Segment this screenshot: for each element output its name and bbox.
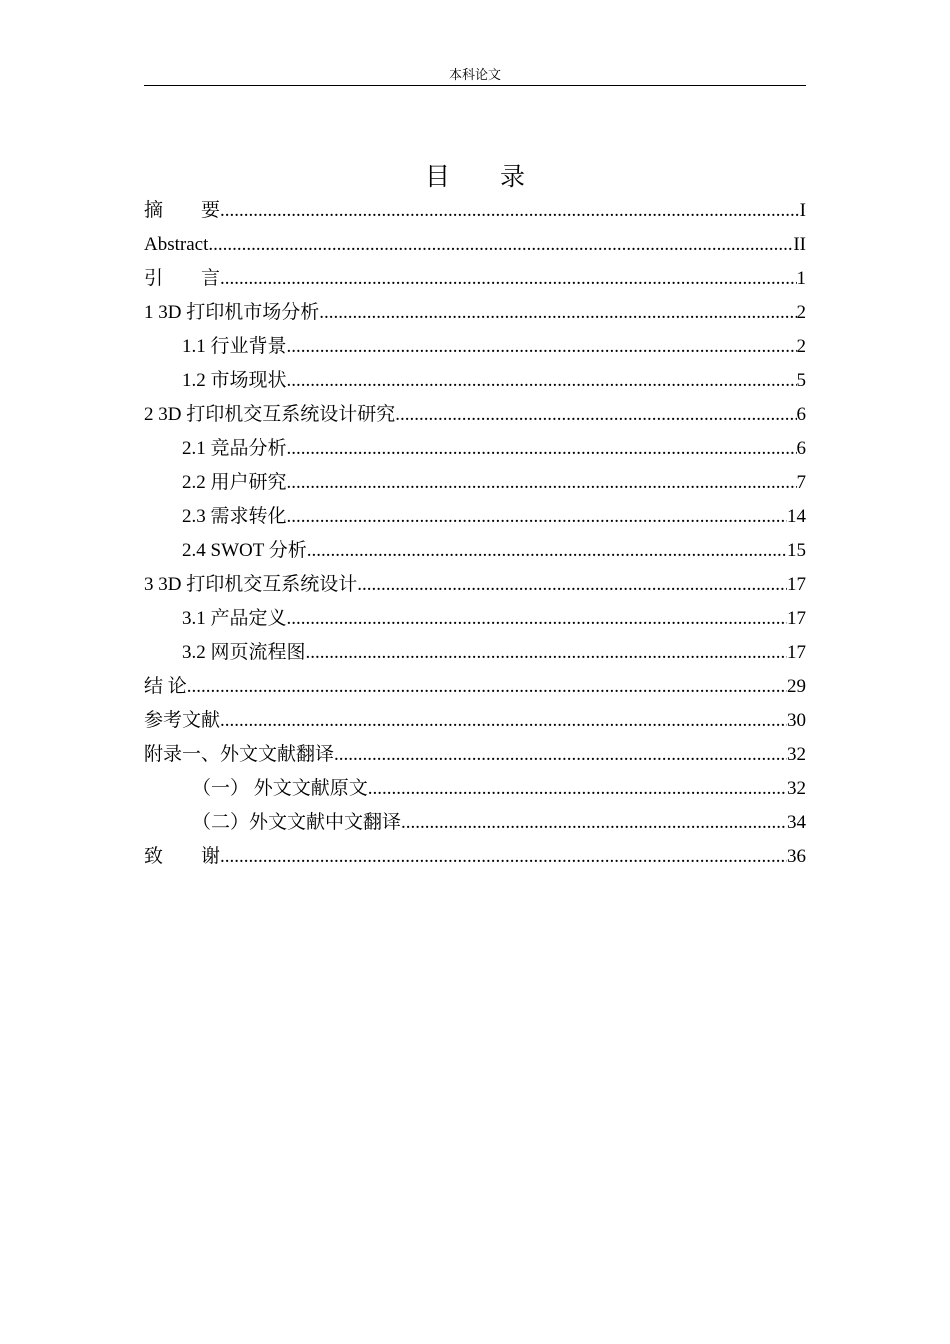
toc-page-number: 5 [796, 370, 806, 391]
toc-dot-leader [307, 534, 787, 568]
toc-entry-chapter-1[interactable] [144, 296, 806, 330]
toc-entry-appendix-translation[interactable] [144, 806, 806, 840]
toc-page-number: 6 [796, 404, 806, 425]
toc-page-number: 29 [787, 676, 806, 697]
toc-entry-label: （二）外文文献中文翻译 [192, 812, 402, 833]
toc-dot-leader [287, 364, 797, 398]
toc-entry-section-2-1[interactable] [144, 432, 806, 466]
toc-entry-label: 参考文献 [144, 710, 221, 731]
toc-entry-section-1-1[interactable] [144, 330, 806, 364]
toc-entry-chapter-3[interactable] [144, 568, 806, 602]
toc-title: 目录 [424, 162, 575, 191]
toc-entry-section-2-2[interactable] [144, 466, 806, 500]
toc-page-number: I [799, 200, 806, 221]
table-of-contents [144, 194, 806, 874]
toc-page-number: 17 [787, 574, 806, 595]
toc-dot-leader [334, 738, 787, 772]
toc-entry-label: 结 论 [144, 676, 187, 697]
toc-entry-chapter-2[interactable] [144, 398, 806, 432]
toc-entry-section-1-2[interactable] [144, 364, 806, 398]
toc-page-number: 32 [787, 744, 806, 765]
toc-dot-leader [187, 670, 787, 704]
toc-page-number: 14 [787, 506, 806, 527]
toc-dot-leader [395, 398, 796, 432]
toc-entry-label: 摘 要 [144, 200, 221, 221]
toc-page-number: 6 [796, 438, 806, 459]
toc-entry-label: 2.2 用户研究 [182, 472, 287, 493]
toc-entry-label: 2.1 竞品分析 [182, 438, 287, 459]
toc-entry-label: 3.2 网页流程图 [182, 642, 306, 663]
toc-page-number: 32 [787, 778, 806, 799]
toc-entry-references[interactable] [144, 704, 806, 738]
toc-dot-leader [208, 228, 793, 262]
toc-page-number: 7 [796, 472, 806, 493]
toc-dot-leader [287, 500, 787, 534]
header-divider [144, 85, 806, 86]
toc-entry-label: 致 谢 [144, 846, 221, 867]
toc-entry-label: 2.4 SWOT 分析 [182, 540, 307, 561]
toc-entry-appendix-1[interactable] [144, 738, 806, 772]
toc-entry-section-2-4[interactable] [144, 534, 806, 568]
toc-entry-label: Abstract [144, 234, 209, 255]
toc-dot-leader [306, 636, 787, 670]
toc-dot-leader [287, 432, 797, 466]
toc-dot-leader [368, 772, 787, 806]
toc-entry-section-3-1[interactable] [144, 602, 806, 636]
toc-entry-introduction[interactable] [144, 262, 806, 296]
running-header: 本科论文 [448, 67, 501, 82]
toc-entry-abstract-cn[interactable] [144, 194, 806, 228]
toc-entry-label: （一） 外文文献原文 [192, 778, 368, 799]
toc-dot-leader [220, 840, 787, 874]
toc-dot-leader [220, 194, 800, 228]
toc-page-number: 34 [787, 812, 806, 833]
toc-entry-label: 引 言 [144, 268, 221, 289]
toc-page-number: 17 [787, 608, 806, 629]
toc-entry-section-2-3[interactable] [144, 500, 806, 534]
toc-page-number: 2 [796, 302, 806, 323]
toc-dot-leader [220, 262, 796, 296]
toc-entry-label: 3 3D 打印机交互系统设计 [144, 574, 358, 595]
toc-page-number: 15 [787, 540, 806, 561]
toc-dot-leader [220, 704, 787, 738]
toc-entry-label: 2.3 需求转化 [182, 506, 287, 527]
toc-page-number: 1 [796, 268, 806, 289]
toc-dot-leader [401, 806, 787, 840]
toc-dot-leader [287, 602, 787, 636]
toc-page-number: 36 [787, 846, 806, 867]
toc-entry-label: 附录一、外文文献翻译 [144, 744, 335, 765]
toc-page-number: 30 [787, 710, 806, 731]
toc-entry-section-3-2[interactable] [144, 636, 806, 670]
toc-entry-label: 1 3D 打印机市场分析 [144, 302, 320, 323]
toc-entry-conclusion[interactable] [144, 670, 806, 704]
toc-entry-label: 1.2 市场现状 [182, 370, 287, 391]
toc-entry-label: 1.1 行业背景 [182, 336, 287, 357]
toc-dot-leader [287, 466, 797, 500]
toc-dot-leader [357, 568, 787, 602]
toc-entry-label: 2 3D 打印机交互系统设计研究 [144, 404, 396, 425]
toc-dot-leader [287, 330, 797, 364]
toc-entry-appendix-original[interactable] [144, 772, 806, 806]
toc-entry-acknowledgements[interactable] [144, 840, 806, 874]
toc-entry-label: 3.1 产品定义 [182, 608, 287, 629]
toc-dot-leader [319, 296, 796, 330]
toc-entry-abstract-en[interactable] [144, 228, 806, 262]
toc-page-number: II [793, 234, 806, 255]
toc-page-number: 2 [796, 336, 806, 357]
toc-page-number: 17 [787, 642, 806, 663]
